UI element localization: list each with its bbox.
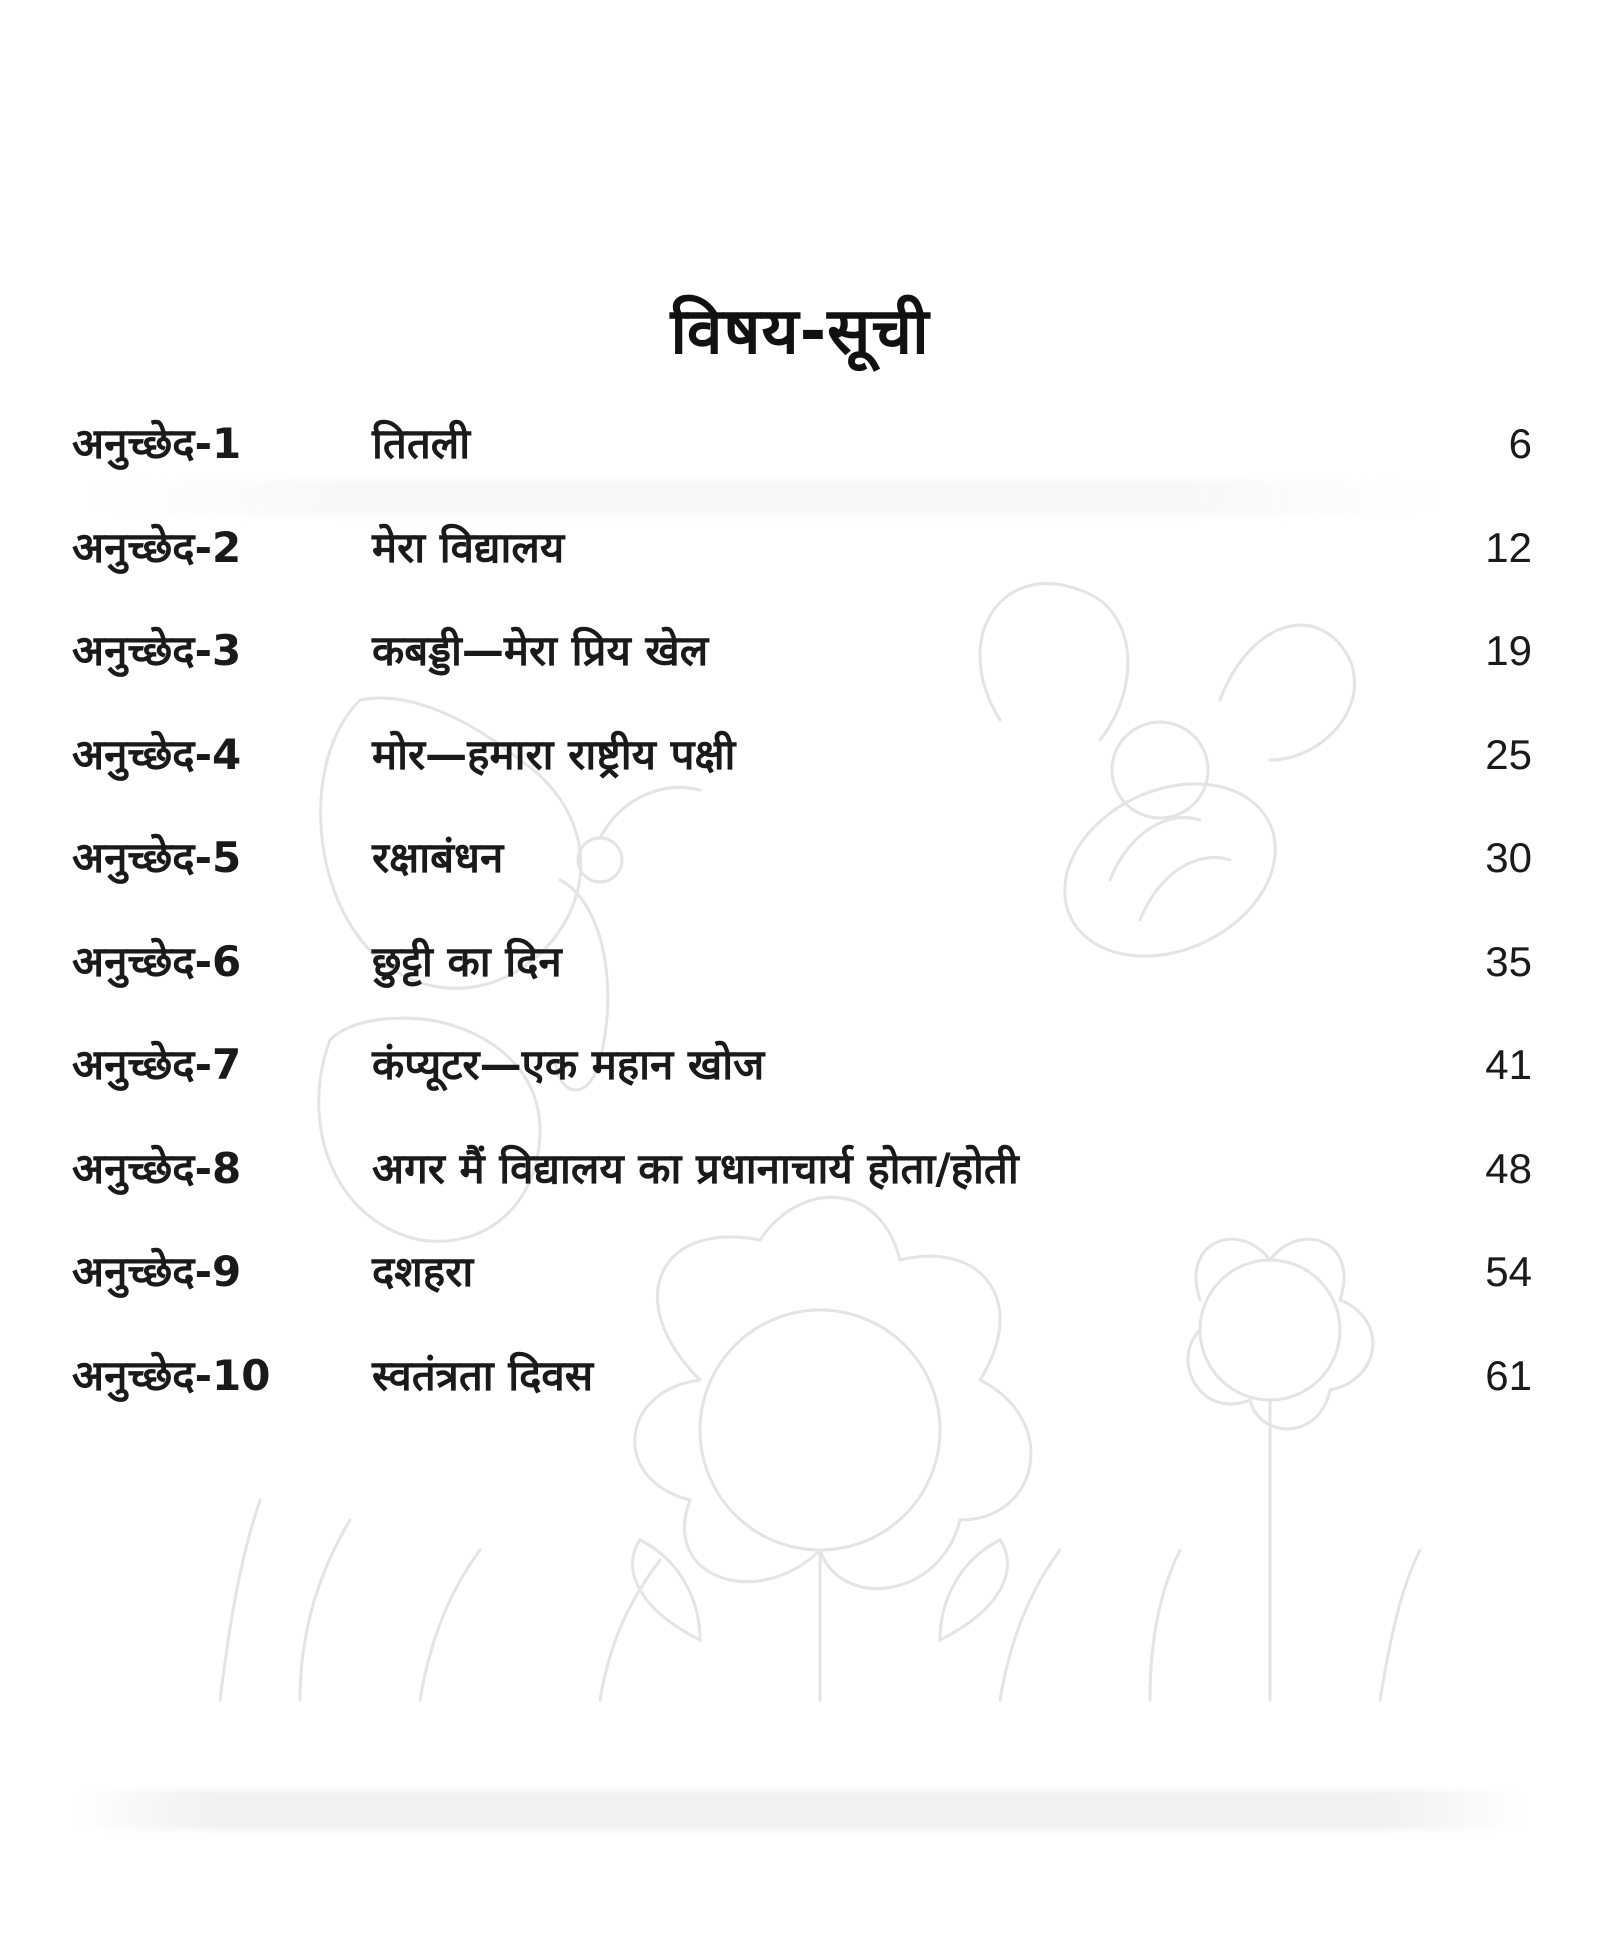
toc-entry-label: अनुच्छेद-6 <box>72 936 242 986</box>
toc-entry-topic: मोर—हमारा राष्ट्रीय पक्षी <box>372 729 736 779</box>
grass-7 <box>1150 1550 1180 1700</box>
toc-entry-topic: कंप्यूटर—एक महान खोज <box>372 1040 765 1089</box>
toc-entry-2 <box>72 512 1532 616</box>
flower-petal-5 <box>820 1520 960 1589</box>
toc-entry-label: अनुच्छेद-2 <box>72 522 242 572</box>
toc-entry-topic: छुट्टी का दिन <box>372 936 562 986</box>
grass-6 <box>1000 1550 1060 1700</box>
toc-entry-topic: तितली <box>372 419 471 468</box>
toc-entry-label: अनुच्छेद-1 <box>72 419 242 468</box>
toc-entry-label: अनुच्छेद-3 <box>72 626 242 675</box>
toc-entry-page-number: 6 <box>1508 420 1532 467</box>
bleed-through-text-bottom <box>70 1790 1530 1830</box>
toc-entry-5 <box>72 822 1532 926</box>
toc-entry-9 <box>72 1236 1532 1340</box>
grass-4 <box>600 1560 660 1700</box>
flower-petal-6 <box>685 1500 820 1582</box>
toc-entry-page-number: 41 <box>1485 1041 1532 1088</box>
leaf-right <box>940 1540 1008 1640</box>
toc-entry-page-number: 12 <box>1485 523 1532 571</box>
table-of-contents <box>72 408 1532 1443</box>
toc-entry-topic: मेरा विद्यालय <box>372 522 565 572</box>
toc-entry-topic: रक्षाबंधन <box>372 833 504 882</box>
toc-entry-page-number: 25 <box>1485 730 1532 778</box>
toc-entry-topic: स्वतंत्रता दिवस <box>372 1350 594 1400</box>
toc-entry-label: अनुच्छेद-9 <box>72 1247 242 1296</box>
toc-entry-page-number: 48 <box>1485 1144 1532 1192</box>
toc-entry-4 <box>72 719 1532 823</box>
toc-entry-8 <box>72 1133 1532 1237</box>
toc-entry-topic: अगर मैं विद्यालय का प्रधानाचार्य होता/होती <box>372 1143 1019 1193</box>
toc-entry-label: अनुच्छेद-7 <box>72 1040 242 1089</box>
toc-entry-page-number: 19 <box>1485 627 1532 674</box>
grass-1 <box>220 1500 260 1700</box>
toc-entry-6 <box>72 926 1532 1030</box>
toc-entry-page-number: 54 <box>1485 1248 1532 1295</box>
toc-entry-3 <box>72 615 1532 719</box>
page-title: विषय-सूची <box>670 295 930 369</box>
toc-entry-topic: दशहरा <box>372 1247 474 1296</box>
toc-entry-1 <box>72 408 1532 512</box>
toc-entry-10 <box>72 1340 1532 1444</box>
grass-3 <box>420 1550 480 1700</box>
toc-entry-label: अनुच्छेद-5 <box>72 833 242 882</box>
toc-entry-page-number: 30 <box>1485 834 1532 881</box>
toc-entry-label: अनुच्छेद-4 <box>72 729 242 779</box>
toc-entry-label: अनुच्छेद-8 <box>72 1143 242 1193</box>
toc-entry-topic: कबड्डी—मेरा प्रिय खेल <box>372 626 709 675</box>
leaf-left <box>633 1540 701 1640</box>
toc-entry-page-number: 61 <box>1485 1351 1532 1399</box>
grass-9 <box>1380 1550 1420 1700</box>
toc-entry-7 <box>72 1029 1532 1133</box>
toc-entry-page-number: 35 <box>1485 937 1532 985</box>
grass-2 <box>300 1520 350 1700</box>
toc-entry-label: अनुच्छेद-10 <box>72 1350 271 1400</box>
